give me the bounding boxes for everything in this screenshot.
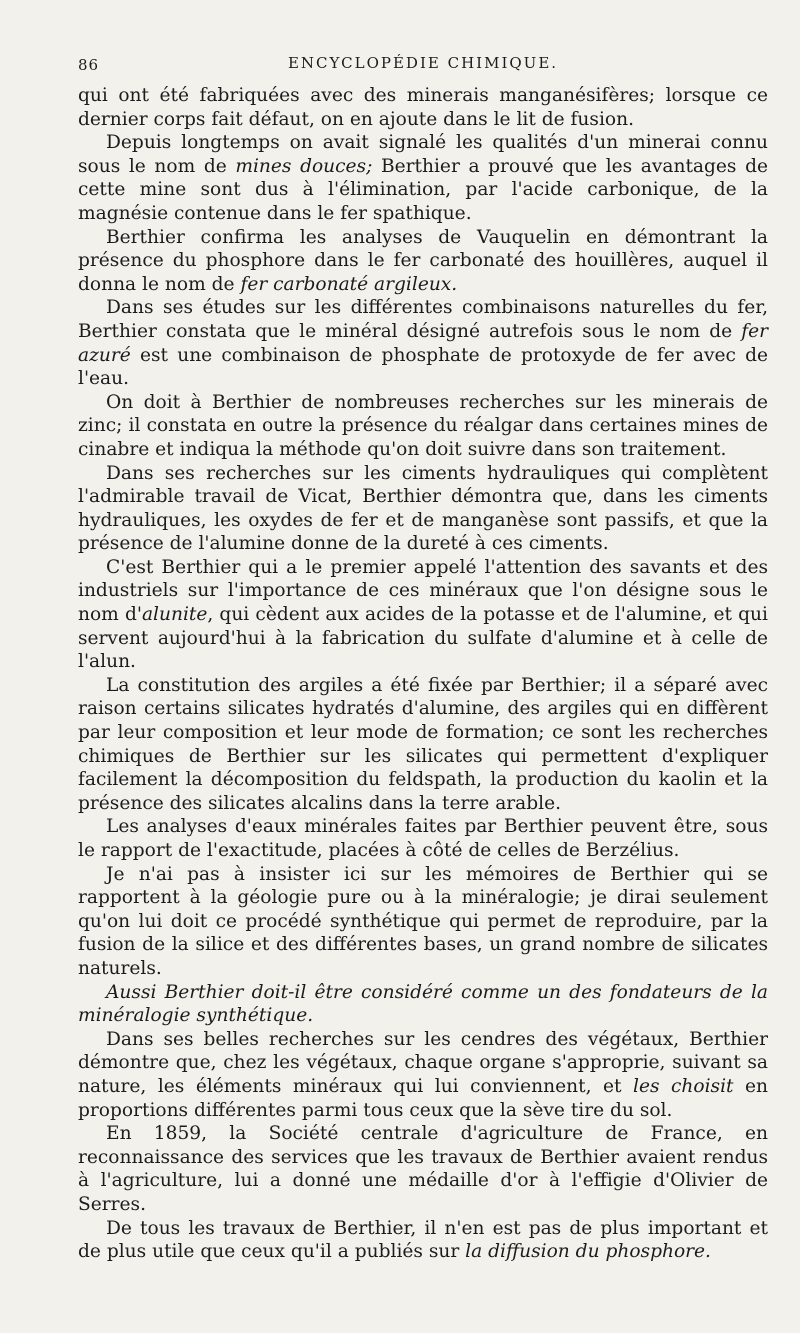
italic-text: fer carbonaté argileux. (240, 273, 458, 295)
text-segment: De tous les travaux de Berthier, il n'en est pas de plus important et de plus utile que ceux qu'il a publiés sur (78, 1217, 768, 1263)
text-segment: On doit à Berthier de nombreuses recherches sur les minerais de zinc; il constata en outre la présence du réalgar dans certaines mines de cinabre et indiqua la méthode qu'on doit suivre dans son traitement. (78, 391, 768, 460)
text-segment: Les analyses d'eaux minérales faites par Berthier peuvent être, sous le rapport de l'exactitude, placées à côté de celles de Berzélius. (78, 816, 768, 861)
running-header (78, 54, 768, 76)
paragraph (78, 863, 768, 981)
italic-text: mines douces; (235, 155, 373, 177)
text-segment: Dans ses recherches sur les ciments hydrauliques qui complètent l'admirable travail de Vicat, Berthier démontra que, dans les ciments hydrauliques, les oxydes de fer et de manganèse sont passifs, et que la présence de l'alumine donne de la dureté à ces ciments. (78, 462, 768, 555)
text-segment: Berthier confirma les analyses de Vauquelin en démontrant la présence du phosphore dans le fer carbonaté des houillères, auquel il donna le nom de (78, 226, 768, 295)
paragraph (78, 1122, 768, 1216)
page-number: 86 (78, 56, 100, 74)
italic-text: les choisit (633, 1075, 734, 1097)
running-title: ENCYCLOPÉDIE CHIMIQUE. (287, 54, 559, 72)
paragraph (78, 226, 768, 297)
text-segment: C'est Berthier qui a le premier appelé l'attention des savants et des industriels sur l'importance de ces minéraux que l'on désigne sous le nom d' (78, 556, 768, 626)
paragraph (78, 84, 768, 131)
text-segment: Dans ses études sur les différentes combinaisons naturelles du fer, Berthier constata que le minéral désigné autrefois sous le nom de (78, 297, 768, 342)
paragraph (78, 815, 768, 862)
text-segment: qui ont été fabriquées avec des minerais manganésifères; lorsque ce dernier corps fait défaut, on en ajoute dans le lit de fusion. (78, 85, 768, 130)
italic-text: fer azuré (78, 320, 768, 366)
text-segment: Je n'ai pas à insister ici sur les mémoires de Berthier qui se rapportent à la géologie pure ou à la minéralogie; je dirai seulement qu'on lui doit ce procédé synthétique qui permet de reproduire, par la fusion de la silice et des différentes bases, un grand nombre de silicates naturels. (78, 863, 768, 979)
body-text (78, 84, 768, 1264)
paragraph (78, 296, 768, 390)
paragraph (78, 556, 768, 674)
paragraph (78, 462, 768, 556)
paragraph (78, 391, 768, 462)
text-segment: est une combinaison de phosphate de protoxyde de fer avec de l'eau. (78, 344, 768, 390)
paragraph (78, 981, 768, 1028)
paragraph (78, 674, 768, 816)
text-segment: en proportions différentes parmi tous ceux que la sève tire du sol. (78, 1075, 768, 1121)
text-segment: La constitution des argiles a été fixée par Berthier; il a séparé avec raison certains silicates hydratés d'alumine, des argiles qui en diffèrent par leur composition et leur mode de formation; ce sont les recherches chimiques de Berthier sur les silicates qui permettent d'expliquer facilement la décomposition du feldspath, la production du kaolin et la présence des silicates alcalins dans la terre arable. (78, 674, 768, 814)
text-segment: Dans ses belles recherches sur les cendres des végétaux, Berthier démontre que, chez les végétaux, chaque organe s'approprie, suivant sa nature, les éléments minéraux qui lui conviennent, et (78, 1028, 768, 1097)
text-segment: , qui cèdent aux acides de la potasse et de l'alumine, et qui servent aujourd'hui à la fabrication du sulfate d'alumine et à celle de l'alun. (78, 604, 768, 673)
italic-text: la diffusion du phosphore. (465, 1241, 711, 1263)
italic-text: alunite (141, 604, 208, 626)
text-segment: En 1859, la Société centrale d'agriculture de France, en reconnaissance des services que les travaux de Berthier avaient rendus à l'agriculture, lui a donné une médaille d'or à l'effigie d'Olivier de Serres. (78, 1123, 768, 1215)
paragraph (78, 1028, 768, 1122)
paragraph (78, 131, 768, 225)
italic-text: Aussi Berthier doit-il être considéré comme un des fondateurs de la minéralogie synthétique. (78, 981, 768, 1027)
paragraph (78, 1217, 768, 1264)
text-segment: Berthier a prouvé que les avantages de cette mine sont dus à l'élimination, par l'acide carbonique, de la magnésie contenue dans le fer spathique. (78, 155, 768, 224)
text-segment: Depuis longtemps on avait signalé les qualités d'un minerai connu sous le nom de (78, 132, 768, 177)
